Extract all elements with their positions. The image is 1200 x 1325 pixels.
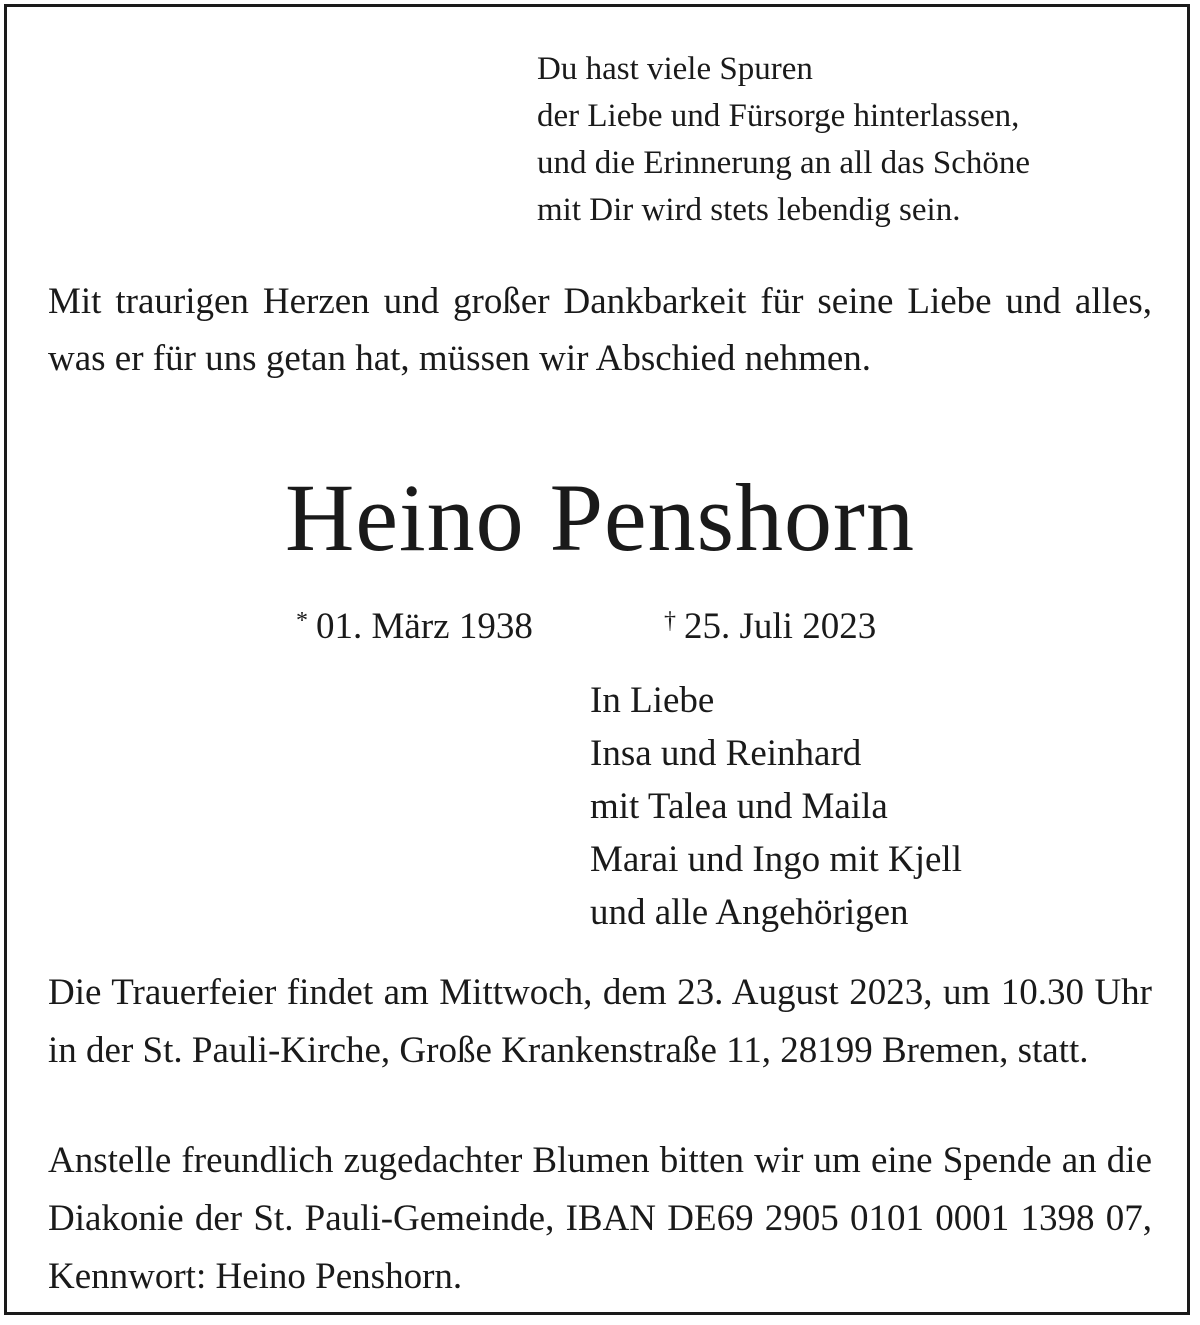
signoff-line: Insa und Reinhard <box>590 733 862 774</box>
signoff-line: In Liebe <box>590 680 715 721</box>
memorial-poem <box>537 46 1030 234</box>
birth-date: 01. März 1938 <box>316 606 533 647</box>
death-date: 25. Juli 2023 <box>684 606 877 647</box>
mourners-signoff <box>590 674 962 939</box>
donation-info: Anstelle freundlich zugedachter Blumen bitten wir um eine Spende an die Diakonie der St. Pauli-Gemeinde, IBAN DE69 2905 0101 0001 1398 07, Kennwort: Heino Penshorn. <box>48 1140 1152 1297</box>
birth-date-line <box>296 596 533 652</box>
birth-star-icon: * <box>296 608 308 634</box>
intro-text: Mit traurigen Herzen und großer Dankbarkeit für seine Liebe und alles, was er für uns getan hat, müssen wir Abschied nehmen. <box>48 281 1152 379</box>
deceased-name: Heino Penshorn <box>285 464 915 571</box>
signoff-line: Marai und Ingo mit Kjell <box>590 839 962 880</box>
death-cross-icon: † <box>664 608 676 634</box>
poem-line: und die Erinnerung an all das Schöne <box>537 145 1031 181</box>
poem-line: der Liebe und Fürsorge hinterlassen, <box>537 98 1020 134</box>
poem-line: Du hast viele Spuren <box>537 51 813 87</box>
death-date-line <box>664 596 876 652</box>
ceremony-info: Die Trauerfeier findet am Mittwoch, dem 23. August 2023, um 10.30 Uhr in der St. Pauli-Kirche, Große Krankenstraße 11, 28199 Bremen, statt. <box>48 972 1152 1071</box>
poem-line: mit Dir wird stets lebendig sein. <box>537 192 961 228</box>
signoff-line: mit Talea und Maila <box>590 786 888 827</box>
signoff-line: und alle Angehörigen <box>590 892 909 933</box>
